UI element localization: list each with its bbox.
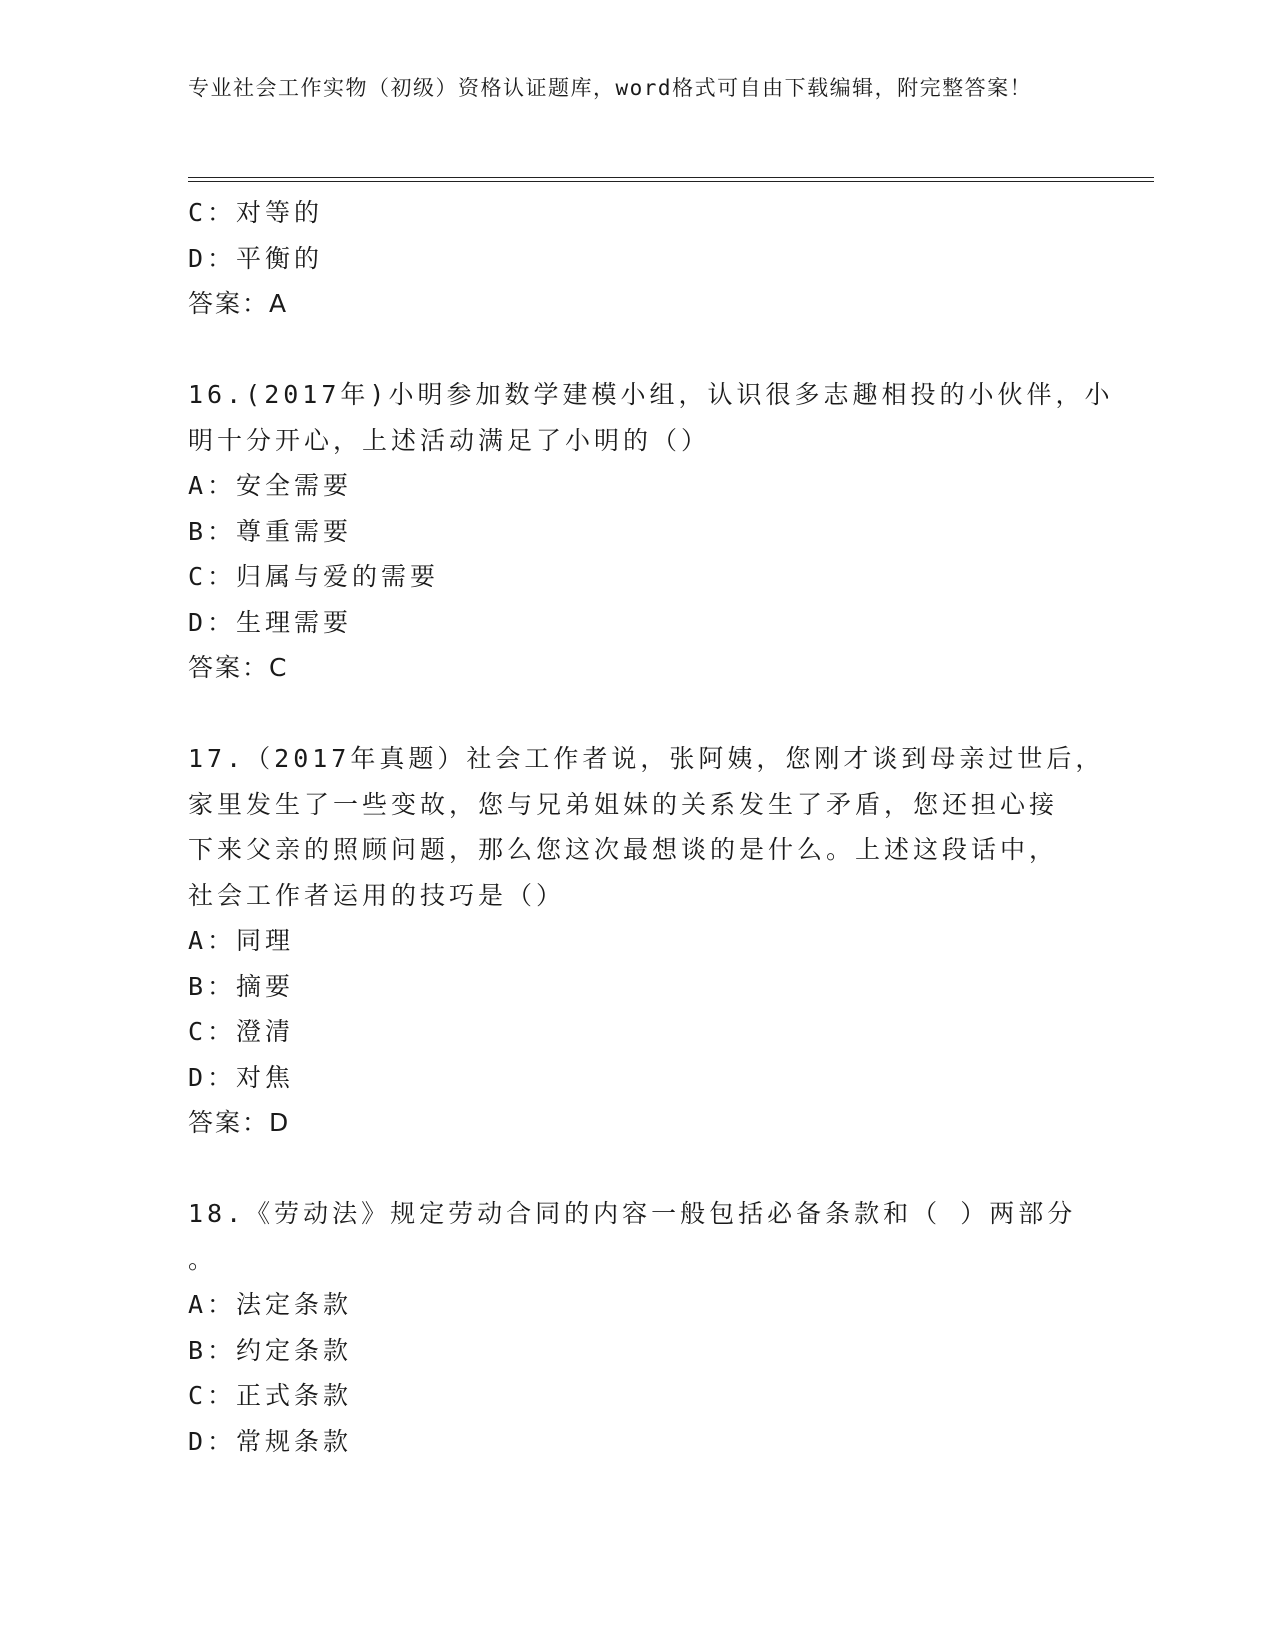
option-a: A：安全需要 [188,471,353,500]
question-stem-line: 。 [188,1244,218,1274]
option-c: C：归属与爱的需要 [188,562,440,591]
question-18 [188,1191,1088,1282]
option-b: B：摘要 [188,971,295,1001]
answer-label: 答案：D [188,1108,291,1137]
answer-label: 答案：C [188,653,289,682]
spacer [188,691,1148,737]
option-b: B：尊重需要 [188,516,353,546]
question-stem-line: 18.《劳动法》规定劳动合同的内容一般包括必备条款和（ ）两部分 [188,1199,1077,1228]
document-header: 专业社会工作实物（初级）资格认证题库，word格式可自由下载编辑，附完整答案！ [188,76,1033,100]
option-d: D：平衡的 [188,243,324,273]
question-stem-line: 家里发生了一些变故，您与兄弟姐妹的关系发生了矛盾，您还担心接 [188,789,1059,819]
answer-label: 答案：A [188,289,289,318]
question-stem-line: 明十分开心，上述活动满足了小明的（） [188,425,711,455]
question-stem-line: 17.（2017年真题）社会工作者说，张阿姨，您刚才谈到母亲过世后， [188,744,1105,773]
option-c: C：澄清 [188,1017,295,1046]
question-stem-line: 下来父亲的照顾问题，那么您这次最想谈的是什么。上述这段话中， [188,835,1059,864]
option-d: D：生理需要 [188,607,353,637]
spacer [188,1146,1148,1192]
option-d: D：常规条款 [188,1426,353,1456]
header-divider [188,177,1154,182]
question-stem-line: 社会工作者运用的技巧是（） [188,880,566,910]
option-c: C：对等的 [188,198,324,227]
question-16 [188,372,1114,463]
spacer [188,327,1148,373]
question-stem-line: 16.(2017年)小明参加数学建模小组，认识很多志趣相投的小伙伴，小 [188,380,1114,409]
question-17 [188,736,1105,918]
option-a: A：同理 [188,926,295,955]
option-d: D：对焦 [188,1062,295,1092]
option-c: C：正式条款 [188,1381,353,1410]
option-a: A：法定条款 [188,1290,353,1319]
question-list [188,190,1148,1464]
option-b: B：约定条款 [188,1335,353,1365]
